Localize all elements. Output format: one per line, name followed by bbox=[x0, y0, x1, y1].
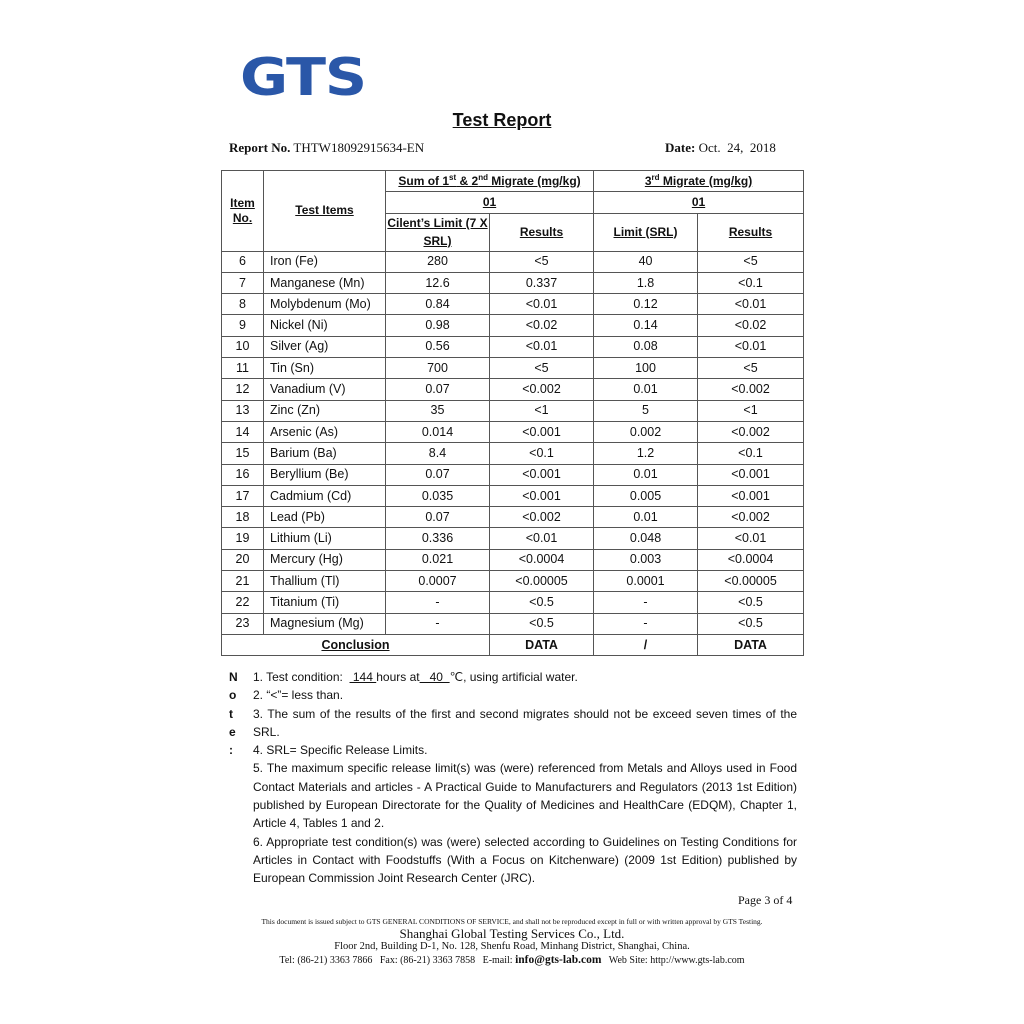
group1-sample-id: 01 bbox=[386, 192, 594, 213]
group1-sup1: st bbox=[449, 172, 457, 182]
cell-result-2: <0.5 bbox=[698, 613, 804, 634]
table-row bbox=[222, 400, 804, 421]
group1-pre: Sum of 1 bbox=[398, 173, 450, 188]
cell-result-2: <0.1 bbox=[698, 443, 804, 464]
cell-item-no: 9 bbox=[222, 315, 264, 336]
cell-result-2: <0.002 bbox=[698, 379, 804, 400]
footer-website: Web Site: http://www.gts-lab.com bbox=[601, 955, 745, 966]
cell-result-2: <0.001 bbox=[698, 485, 804, 506]
cell-result-1: <0.0004 bbox=[490, 549, 594, 570]
col-header-limit-srl: Limit (SRL) bbox=[594, 213, 698, 251]
table-row bbox=[222, 421, 804, 442]
cell-limit-srl: - bbox=[594, 592, 698, 613]
notes-label-char: e bbox=[229, 724, 236, 739]
table-row bbox=[222, 272, 804, 293]
notes-section bbox=[229, 668, 797, 888]
cell-result-2: <0.01 bbox=[698, 528, 804, 549]
page-title: Test Report bbox=[452, 110, 552, 130]
report-number bbox=[229, 140, 424, 156]
cell-client-limit: 0.98 bbox=[386, 315, 490, 336]
cell-result-2: <0.00005 bbox=[698, 571, 804, 592]
cell-result-1: <0.1 bbox=[490, 443, 594, 464]
table-row bbox=[222, 379, 804, 400]
cell-limit-srl: 0.01 bbox=[594, 507, 698, 528]
cell-limit-srl: 1.2 bbox=[594, 443, 698, 464]
cell-result-2: <0.001 bbox=[698, 464, 804, 485]
footer-email: info@gts-lab.com bbox=[515, 954, 602, 966]
cell-client-limit: 0.84 bbox=[386, 294, 490, 315]
cell-test-item: Arsenic (As) bbox=[264, 421, 386, 442]
cell-client-limit: 8.4 bbox=[386, 443, 490, 464]
note-4: 4. SRL= Specific Release Limits. bbox=[253, 743, 428, 758]
cell-test-item: Thallium (Tl) bbox=[264, 571, 386, 592]
conclusion-result-1: DATA bbox=[490, 634, 594, 655]
notes-label-char: o bbox=[229, 688, 237, 703]
cell-item-no: 14 bbox=[222, 421, 264, 442]
cell-limit-srl: 40 bbox=[594, 251, 698, 272]
cell-result-1: <1 bbox=[490, 400, 594, 421]
table-row bbox=[222, 507, 804, 528]
cell-test-item: Zinc (Zn) bbox=[264, 400, 386, 421]
table-row bbox=[222, 294, 804, 315]
note-5: 5. The maximum specific release limit(s) was (were) referenced from Metals and Alloys used in Food Contact Materials and articles - A Practical Guide to Manufacturers and Regulators (2013 1st Edition) published by European Directorate for the Quality of Medicines and HealthCare (EDQM), Chapter 1, Article 4, Tables 1 and 2. bbox=[253, 761, 797, 831]
cell-item-no: 12 bbox=[222, 379, 264, 400]
note-1 bbox=[253, 668, 797, 686]
cell-client-limit: 0.021 bbox=[386, 549, 490, 570]
cell-result-1: <0.002 bbox=[490, 507, 594, 528]
cell-limit-srl: 0.0001 bbox=[594, 571, 698, 592]
cell-item-no: 23 bbox=[222, 613, 264, 634]
col-header-item-no: Item No. bbox=[222, 171, 264, 252]
cell-test-item: Barium (Ba) bbox=[264, 443, 386, 464]
cell-result-1: <0.01 bbox=[490, 336, 594, 357]
conclusion-limit-2: / bbox=[594, 634, 698, 655]
group2-sup: rd bbox=[651, 172, 660, 182]
cell-result-1: <0.001 bbox=[490, 485, 594, 506]
cell-item-no: 11 bbox=[222, 358, 264, 379]
cell-client-limit: - bbox=[386, 592, 490, 613]
note-1-temp: 40 bbox=[419, 670, 450, 684]
gts-logo bbox=[240, 50, 370, 105]
group-header-third-migrate bbox=[594, 171, 804, 192]
cell-test-item: Vanadium (V) bbox=[264, 379, 386, 400]
table-row bbox=[222, 315, 804, 336]
cell-client-limit: 700 bbox=[386, 358, 490, 379]
cell-test-item: Magnesium (Mg) bbox=[264, 613, 386, 634]
group2-sample-id: 01 bbox=[594, 192, 804, 213]
table-row bbox=[222, 571, 804, 592]
conclusion-result-2: DATA bbox=[698, 634, 804, 655]
cell-result-1: <0.001 bbox=[490, 464, 594, 485]
cell-limit-srl: - bbox=[594, 613, 698, 634]
cell-test-item: Lithium (Li) bbox=[264, 528, 386, 549]
cell-result-1: <0.01 bbox=[490, 528, 594, 549]
page-number: Page 3 of 4 bbox=[738, 893, 793, 907]
cell-result-2: <5 bbox=[698, 358, 804, 379]
cell-result-1: <0.5 bbox=[490, 613, 594, 634]
cell-client-limit: 0.336 bbox=[386, 528, 490, 549]
cell-item-no: 17 bbox=[222, 485, 264, 506]
cell-client-limit: 0.014 bbox=[386, 421, 490, 442]
table-row bbox=[222, 251, 804, 272]
cell-client-limit: 0.0007 bbox=[386, 571, 490, 592]
group2-post: Migrate (mg/kg) bbox=[659, 173, 753, 188]
cell-client-limit: 0.56 bbox=[386, 336, 490, 357]
cell-test-item: Iron (Fe) bbox=[264, 251, 386, 272]
note-1-pre: 1. Test condition: bbox=[253, 670, 350, 684]
cell-result-2: <5 bbox=[698, 251, 804, 272]
cell-item-no: 7 bbox=[222, 272, 264, 293]
gts-logo-text: GTS bbox=[240, 50, 366, 100]
cell-result-2: <0.002 bbox=[698, 421, 804, 442]
cell-item-no: 6 bbox=[222, 251, 264, 272]
cell-test-item: Beryllium (Be) bbox=[264, 464, 386, 485]
cell-test-item: Titanium (Ti) bbox=[264, 592, 386, 613]
col-header-results-2: Results bbox=[698, 213, 804, 251]
cell-client-limit: 12.6 bbox=[386, 272, 490, 293]
cell-client-limit: 35 bbox=[386, 400, 490, 421]
table-row bbox=[222, 549, 804, 570]
cell-limit-srl: 0.01 bbox=[594, 464, 698, 485]
cell-item-no: 22 bbox=[222, 592, 264, 613]
notes-label-char: t bbox=[229, 706, 233, 721]
cell-result-1: <0.001 bbox=[490, 421, 594, 442]
table-row bbox=[222, 613, 804, 634]
cell-result-1: 0.337 bbox=[490, 272, 594, 293]
report-number-label: Report No. bbox=[229, 140, 291, 155]
cell-result-1: <0.01 bbox=[490, 294, 594, 315]
cell-item-no: 15 bbox=[222, 443, 264, 464]
group-header-sum-migrate bbox=[386, 171, 594, 192]
cell-test-item: Silver (Ag) bbox=[264, 336, 386, 357]
cell-limit-srl: 0.003 bbox=[594, 549, 698, 570]
notes-label bbox=[229, 668, 243, 759]
cell-result-2: <1 bbox=[698, 400, 804, 421]
table-row bbox=[222, 336, 804, 357]
cell-limit-srl: 0.14 bbox=[594, 315, 698, 336]
note-3: 3. The sum of the results of the first and second migrates should not be exceed seven times of the SRL. bbox=[253, 706, 797, 739]
note-2: 2. “<”= less than. bbox=[253, 688, 344, 703]
cell-result-2: <0.01 bbox=[698, 294, 804, 315]
cell-test-item: Tin (Sn) bbox=[264, 358, 386, 379]
cell-item-no: 20 bbox=[222, 549, 264, 570]
cell-client-limit: 0.035 bbox=[386, 485, 490, 506]
date-value: Oct. 24, 2018 bbox=[698, 140, 776, 155]
cell-item-no: 19 bbox=[222, 528, 264, 549]
cell-limit-srl: 100 bbox=[594, 358, 698, 379]
col-header-results-1: Results bbox=[490, 213, 594, 251]
results-table bbox=[221, 170, 804, 656]
conclusion-label: Conclusion bbox=[222, 634, 490, 655]
note-1-mid: hours at bbox=[376, 670, 420, 684]
cell-test-item: Lead (Pb) bbox=[264, 507, 386, 528]
footer-contact bbox=[0, 954, 1024, 966]
footer-contact-pre: Tel: (86-21) 3363 7866 Fax: (86-21) 3363 7858 E-mail: bbox=[279, 955, 516, 966]
cell-client-limit: 0.07 bbox=[386, 464, 490, 485]
date-label: Date: bbox=[665, 140, 696, 155]
cell-item-no: 21 bbox=[222, 571, 264, 592]
cell-client-limit: - bbox=[386, 613, 490, 634]
table-row bbox=[222, 464, 804, 485]
table-row bbox=[222, 358, 804, 379]
cell-item-no: 10 bbox=[222, 336, 264, 357]
group1-mid: & 2 bbox=[456, 173, 479, 188]
cell-test-item: Molybdenum (Mo) bbox=[264, 294, 386, 315]
footer-address: Floor 2nd, Building D-1, No. 128, Shenfu Road, Minhang District, Shanghai, China. bbox=[334, 941, 690, 952]
cell-limit-srl: 0.08 bbox=[594, 336, 698, 357]
cell-item-no: 16 bbox=[222, 464, 264, 485]
cell-test-item: Manganese (Mn) bbox=[264, 272, 386, 293]
cell-limit-srl: 1.8 bbox=[594, 272, 698, 293]
cell-result-2: <0.5 bbox=[698, 592, 804, 613]
cell-result-1: <5 bbox=[490, 358, 594, 379]
group2-pre: 3 bbox=[644, 173, 652, 188]
cell-result-1: <0.5 bbox=[490, 592, 594, 613]
cell-client-limit: 280 bbox=[386, 251, 490, 272]
cell-result-2: <0.01 bbox=[698, 336, 804, 357]
cell-limit-srl: 0.01 bbox=[594, 379, 698, 400]
cell-limit-srl: 0.048 bbox=[594, 528, 698, 549]
cell-result-2: <0.002 bbox=[698, 507, 804, 528]
footer-company: Shanghai Global Testing Services Co., Ltd. bbox=[399, 926, 625, 941]
report-date bbox=[665, 140, 776, 156]
table-row bbox=[222, 485, 804, 506]
cell-limit-srl: 0.12 bbox=[594, 294, 698, 315]
cell-result-2: <0.0004 bbox=[698, 549, 804, 570]
cell-result-2: <0.1 bbox=[698, 272, 804, 293]
table-row bbox=[222, 528, 804, 549]
cell-limit-srl: 5 bbox=[594, 400, 698, 421]
cell-client-limit: 0.07 bbox=[386, 379, 490, 400]
table-row bbox=[222, 443, 804, 464]
note-1-hours: 144 bbox=[349, 670, 377, 684]
footer-disclaimer: This document is issued subject to GTS GENERAL CONDITIONS OF SERVICE, and shall not be reproduced except in full or with written approval by GTS Testing. bbox=[261, 917, 763, 926]
report-number-value: THTW18092915634-EN bbox=[293, 140, 425, 155]
cell-item-no: 8 bbox=[222, 294, 264, 315]
cell-test-item: Cadmium (Cd) bbox=[264, 485, 386, 506]
cell-limit-srl: 0.002 bbox=[594, 421, 698, 442]
cell-result-1: <0.00005 bbox=[490, 571, 594, 592]
cell-test-item: Nickel (Ni) bbox=[264, 315, 386, 336]
note-1-post: ℃, using artificial water. bbox=[449, 670, 578, 684]
cell-result-1: <0.002 bbox=[490, 379, 594, 400]
note-6: 6. Appropriate test condition(s) was (were) selected according to Guidelines on Testing Conditions for Articles in Contact with Foodstuffs (With a Focus on Kitchenware) (2009 1st Edition) published by European Commission Joint Research Center (JRC). bbox=[253, 834, 797, 886]
cell-item-no: 18 bbox=[222, 507, 264, 528]
cell-result-2: <0.02 bbox=[698, 315, 804, 336]
cell-client-limit: 0.07 bbox=[386, 507, 490, 528]
table-row bbox=[222, 592, 804, 613]
cell-test-item: Mercury (Hg) bbox=[264, 549, 386, 570]
col-header-client-limit: Cilent’s Limit (7 X SRL) bbox=[386, 213, 490, 251]
cell-item-no: 13 bbox=[222, 400, 264, 421]
col-header-test-items: Test Items bbox=[264, 171, 386, 252]
cell-result-1: <5 bbox=[490, 251, 594, 272]
cell-limit-srl: 0.005 bbox=[594, 485, 698, 506]
notes-label-char: : bbox=[229, 743, 233, 758]
cell-result-1: <0.02 bbox=[490, 315, 594, 336]
group1-sup2: nd bbox=[478, 172, 488, 182]
notes-label-char: N bbox=[229, 670, 238, 684]
group1-post: Migrate (mg/kg) bbox=[487, 173, 581, 188]
